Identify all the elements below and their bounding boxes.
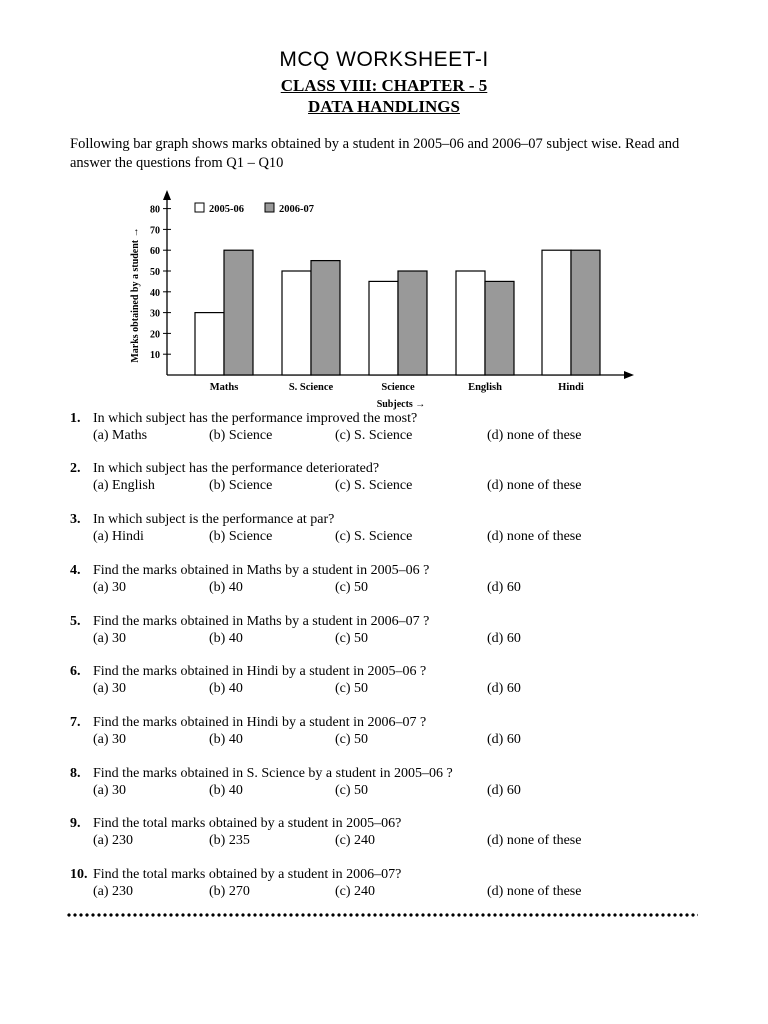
- question-number: 9.: [70, 816, 81, 831]
- answer-option-c: (c) 50: [335, 580, 369, 595]
- answer-option-c: (c) S. Science: [335, 428, 413, 443]
- question-text-line: [70, 866, 710, 883]
- answer-option-d: (d) 60: [487, 681, 521, 696]
- worksheet-title: MCQ WORKSHEET-I: [279, 48, 489, 71]
- answer-option-d: (d) none of these: [487, 884, 582, 899]
- answer-options: [70, 731, 710, 748]
- bar-2005-06-hindi: [542, 250, 571, 375]
- legend-label-2006-07: 2006-07: [279, 204, 314, 215]
- answer-option-b: (b) Science: [209, 428, 273, 443]
- answer-option-a: (a) 30: [93, 732, 127, 747]
- x-axis-arrow: [624, 371, 634, 379]
- y-tick-label: 60: [150, 246, 160, 258]
- question-text-line: [70, 410, 710, 427]
- question-text: Find the total marks obtained by a student in 2005–06?: [93, 816, 402, 831]
- question-text: In which subject has the performance improved the most?: [93, 411, 418, 426]
- answer-option-c: (c) 50: [335, 681, 369, 696]
- bar-2006-07-sscience: [311, 261, 340, 375]
- answer-option-b: (b) 40: [209, 631, 243, 646]
- answer-options: [70, 528, 710, 545]
- answer-option-d: (d) none of these: [487, 428, 582, 443]
- question-number: 1.: [70, 411, 81, 426]
- y-tick-label: 70: [150, 225, 160, 237]
- question-number: 4.: [70, 563, 81, 578]
- bar-2005-06-sscience: [282, 271, 311, 375]
- y-tick-label: 80: [150, 204, 160, 216]
- answer-options: [70, 680, 710, 697]
- question-text: Find the marks obtained in Maths by a student in 2006–07 ?: [93, 614, 430, 629]
- answer-option-d: (d) none of these: [487, 833, 582, 848]
- answer-option-d: (d) 60: [487, 783, 521, 798]
- x-tick-label: Science: [381, 382, 415, 393]
- question-9: [70, 815, 710, 849]
- question-text-line: [70, 511, 710, 528]
- x-tick-label: Hindi: [558, 382, 584, 393]
- question-number: 6.: [70, 664, 81, 679]
- answer-option-c: (c) 50: [335, 732, 369, 747]
- answer-option-b: (b) Science: [209, 529, 273, 544]
- answer-option-c: (c) S. Science: [335, 529, 413, 544]
- answer-options: [70, 579, 710, 596]
- question-number: 2.: [70, 461, 81, 476]
- y-tick-label: 50: [150, 267, 160, 278]
- y-tick-label: 30: [150, 308, 160, 320]
- x-tick-label: S. Science: [288, 382, 334, 393]
- x-tick-label: Maths: [209, 382, 239, 393]
- answer-option-b: (b) 270: [209, 884, 250, 899]
- answer-option-d: (d) 60: [487, 580, 521, 595]
- answer-option-b: (b) 40: [209, 580, 243, 595]
- answer-option-d: (d) none of these: [487, 529, 582, 544]
- answer-options: [70, 782, 710, 799]
- question-number: 7.: [70, 715, 81, 730]
- answer-option-a: (a) Hindi: [93, 529, 144, 544]
- question-1: [70, 410, 710, 444]
- answer-option-a: (a) 30: [93, 631, 127, 646]
- answer-option-a: (a) 30: [93, 681, 127, 696]
- question-text-line: [70, 562, 710, 579]
- answer-option-c: (c) 50: [335, 631, 369, 646]
- question-text-line: [70, 765, 710, 782]
- answer-option-d: (d) 60: [487, 631, 521, 646]
- intro-paragraph: Following bar graph shows marks obtained by a student in 2005–06 and 2006–07 subject wise. Read and answer the questions from Q1 – Q10: [70, 136, 680, 171]
- class-chapter-heading: CLASS VIII: CHAPTER - 5: [280, 76, 488, 95]
- question-number: 10.: [70, 867, 88, 882]
- question-text: Find the marks obtained in Hindi by a student in 2005–06 ?: [93, 664, 427, 679]
- answer-option-a: (a) Maths: [93, 428, 148, 443]
- answer-option-a: (a) 230: [93, 833, 134, 848]
- question-number: 5.: [70, 614, 81, 629]
- x-axis-label: Subjects →: [376, 399, 426, 410]
- y-tick-label: 20: [150, 329, 160, 341]
- question-8: [70, 765, 710, 799]
- topic-heading: DATA HANDLINGS: [308, 97, 460, 116]
- bar-2006-07-english: [485, 281, 514, 375]
- question-text-line: [70, 613, 710, 630]
- bar-2006-07-hindi: [571, 250, 600, 375]
- question-7: [70, 714, 710, 748]
- answer-option-b: (b) 40: [209, 783, 243, 798]
- answer-option-a: (a) 30: [93, 783, 127, 798]
- answer-options: [70, 477, 710, 494]
- answer-option-c: (c) 240: [335, 884, 376, 899]
- bar-2006-07-science: [398, 271, 427, 375]
- y-axis-arrow: [163, 190, 171, 200]
- question-text: Find the total marks obtained by a student in 2006–07?: [93, 867, 402, 882]
- legend-swatch-2005-06: [195, 203, 204, 212]
- question-text: In which subject is the performance at par?: [93, 512, 335, 527]
- y-tick-label: 40: [150, 287, 160, 299]
- bar-2005-06-maths: [195, 313, 224, 375]
- dotted-separator: [66, 912, 698, 918]
- answer-options: [70, 630, 710, 647]
- answer-option-d: (d) none of these: [487, 478, 582, 493]
- question-10: [70, 866, 710, 900]
- question-3: [70, 511, 710, 545]
- question-text-line: [70, 663, 710, 680]
- answer-options: [70, 883, 710, 900]
- question-text-line: [70, 460, 710, 477]
- answer-options: [70, 427, 710, 444]
- question-6: [70, 663, 710, 697]
- question-text: Find the marks obtained in Maths by a student in 2005–06 ?: [93, 563, 430, 578]
- bar-2006-07-maths: [224, 250, 253, 375]
- answer-option-b: (b) 40: [209, 732, 243, 747]
- answer-option-b: (b) Science: [209, 478, 273, 493]
- answer-options: [70, 832, 710, 849]
- x-tick-label: English: [468, 382, 502, 393]
- bar-2005-06-english: [456, 271, 485, 375]
- answer-option-c: (c) S. Science: [335, 478, 413, 493]
- answer-option-b: (b) 235: [209, 833, 250, 848]
- question-text: Find the marks obtained in S. Science by a student in 2005–06 ?: [93, 766, 453, 781]
- question-number: 8.: [70, 766, 81, 781]
- bar-2005-06-science: [369, 281, 398, 375]
- answer-option-c: (c) 240: [335, 833, 376, 848]
- answer-option-a: (a) English: [93, 478, 155, 493]
- question-text-line: [70, 815, 710, 832]
- question-4: [70, 562, 710, 596]
- y-tick-label: 10: [150, 350, 160, 362]
- question-2: [70, 460, 710, 494]
- legend-label-2005-06: 2005-06: [209, 204, 244, 215]
- legend-swatch-2006-07: [265, 203, 274, 212]
- question-text: In which subject has the performance deteriorated?: [93, 461, 380, 476]
- question-number: 3.: [70, 512, 81, 527]
- answer-option-d: (d) 60: [487, 732, 521, 747]
- bar-chart: [120, 186, 640, 412]
- answer-option-a: (a) 30: [93, 580, 127, 595]
- answer-option-b: (b) 40: [209, 681, 243, 696]
- answer-option-c: (c) 50: [335, 783, 369, 798]
- y-axis-label: Marks obtained by a student →: [130, 227, 141, 363]
- question-text-line: [70, 714, 710, 731]
- answer-option-a: (a) 230: [93, 884, 134, 899]
- question-5: [70, 613, 710, 647]
- question-text: Find the marks obtained in Hindi by a student in 2006–07 ?: [93, 715, 427, 730]
